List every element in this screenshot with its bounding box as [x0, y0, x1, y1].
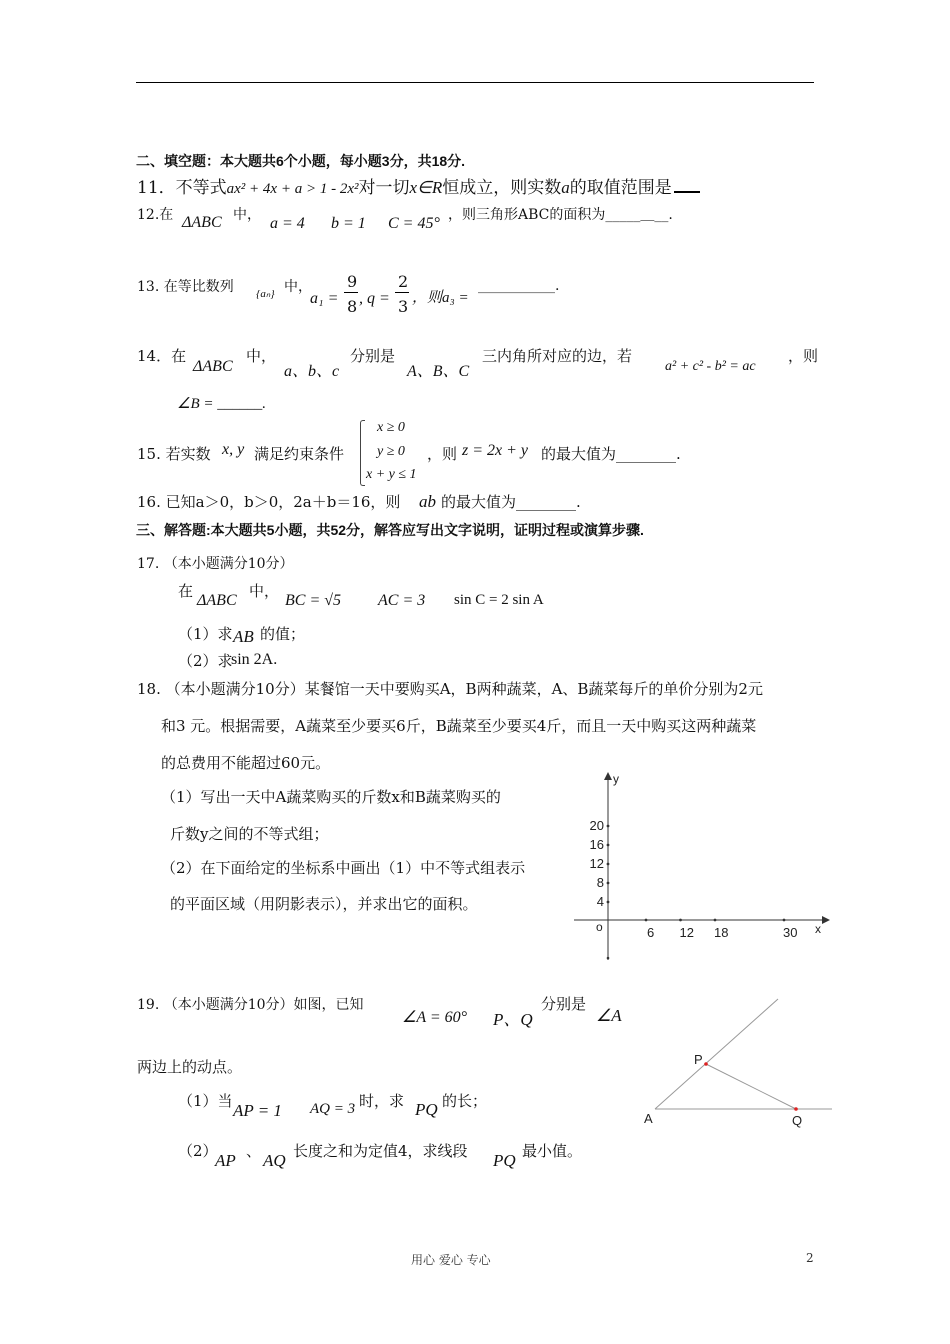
q13-a1-den: 8: [347, 297, 358, 316]
q19-pq2: PQ: [415, 1100, 438, 1119]
q19-pq: P、Q: [493, 1010, 533, 1029]
x-axis-arrow: [822, 916, 830, 924]
q17-ac: AC = 3: [378, 592, 426, 609]
q14-angles: A、B、C: [407, 363, 470, 380]
q13-q-num: 2: [398, 272, 409, 291]
q11-text-b: 对一切: [358, 178, 410, 198]
q17-p1c: 的值；: [260, 625, 306, 643]
q15-c2: y ≥ 0: [377, 444, 405, 459]
q15-t2: ，则: [427, 445, 458, 463]
q12-triangle: ΔABC: [182, 214, 222, 231]
q18-line2: 和3 元。根据需要，A蔬菜至少要买6斤，B蔬菜至少要买4斤，而且一天中购买这两种蔬菜: [161, 717, 757, 735]
q18-p2b: 的平面区域（用阴影表示），并求出它的面积。: [170, 895, 478, 913]
q19-p2c: 最小值。: [522, 1142, 583, 1160]
x-tick-18: [714, 919, 717, 922]
q14-sides: a、b、c: [284, 363, 340, 380]
q17-p2b: sin 2A.: [231, 651, 278, 668]
q19-aq: AQ = 3: [310, 1101, 356, 1117]
q11-num: 11．: [137, 178, 176, 198]
header-rule: [136, 82, 814, 83]
q13-seq: {aₙ}: [256, 288, 275, 300]
q14-cond: a² + c² - b² = ac: [665, 359, 756, 374]
q17-num: 17. （本小题满分10分）: [137, 556, 294, 572]
y-tick-20: [607, 825, 610, 828]
ray-ap: [655, 999, 778, 1109]
x-tick-label-18: 18: [714, 925, 729, 940]
q12-c: C = 45°: [388, 215, 440, 232]
q12-a: a = 4: [270, 215, 305, 232]
x-tick-12: [679, 919, 682, 922]
angle-figure: [640, 995, 840, 1135]
q14-t3: ，则: [788, 347, 819, 365]
point-p: [704, 1062, 708, 1066]
q11-var: a: [561, 178, 570, 197]
q19-angle-a: ∠A: [596, 1006, 622, 1025]
q11-text-d: 的取值范围是: [569, 178, 672, 198]
q17-sin: sin C = 2 sin A: [454, 592, 544, 608]
y-tick-16: [607, 844, 610, 847]
q17-p1a: （1）求: [178, 625, 233, 643]
q16-text: 16. 已知a＞0，b＞0，2a＋b＝16，则: [137, 493, 401, 511]
q19-p2a: （2）: [178, 1142, 218, 1160]
q15-z: z = 2x + y: [462, 442, 529, 459]
q17-bc: BC = √5: [285, 592, 342, 609]
q11-text-a: 不等式: [175, 178, 227, 198]
q19-p1c: 的长；: [442, 1092, 488, 1110]
x-tick-30: [783, 919, 786, 922]
section3-heading: 三、解答题:本大题共5小题，共52分，解答应写出文字说明，证明过程或演算步骤.: [136, 522, 644, 538]
q11-domain: x∈R: [409, 178, 443, 197]
y-tick-label-4: 4: [596, 894, 604, 909]
y-tick-label-12: 12: [589, 856, 604, 871]
q19-ap: AP = 1: [233, 1101, 282, 1120]
q14-mid: 中，: [246, 347, 277, 365]
q17-p2a: （2）求: [178, 652, 233, 670]
q16-ab: ab: [419, 492, 436, 511]
q17-triangle: ΔABC: [197, 592, 237, 609]
q17-t1: 在: [178, 582, 194, 600]
coordinate-chart: [560, 760, 850, 970]
q19-sep: 、: [246, 1142, 262, 1160]
q18-line1: 18. （本小题满分10分）某餐馆一天中要购买A，B两种蔬菜，A、B蔬菜每斤的单价分别为2元: [137, 680, 763, 698]
y-tick-4: [607, 901, 610, 904]
x-tick-label-6: 6: [647, 925, 655, 940]
page-number: 2: [806, 1251, 814, 1265]
q12-tail: ，则三角形ABC的面积为_____＿__.: [448, 207, 673, 223]
segment-pq: [706, 1064, 796, 1109]
q19-line1a: 19. （本小题满分10分）如图，已知: [137, 997, 364, 1013]
q13-q-lhs: , q =: [359, 290, 390, 307]
q19-line2: 两边上的动点。: [137, 1058, 243, 1076]
q13-a1-lhs: a₁ =: [310, 290, 339, 307]
q15-t3: 的最大值为________.: [541, 445, 681, 463]
q15-t1: 满足约束条件: [254, 445, 345, 463]
q19-aq2: AQ: [263, 1151, 286, 1170]
q14-line2: ∠B = ______.: [177, 396, 266, 412]
q15-c1: x ≥ 0: [377, 420, 405, 435]
q13-a1-num: 9: [347, 272, 358, 291]
y-tick-label-20: 20: [589, 818, 604, 833]
q17-mid: 中，: [249, 582, 280, 600]
label-q: Q: [792, 1113, 803, 1128]
x-tick-label-12: 12: [679, 925, 694, 940]
y-tick-8: [607, 882, 610, 885]
label-a: A: [644, 1111, 653, 1126]
q13-tail: ，则a₃ =: [412, 290, 469, 306]
q15-c3: x + y ≤ 1: [366, 467, 417, 482]
q17-p1b: AB: [233, 627, 254, 646]
q13-mid: 中，: [284, 279, 312, 295]
label-p: P: [694, 1052, 703, 1067]
point-q: [794, 1107, 798, 1111]
y-axis-bottom-dot: [607, 957, 610, 960]
y-tick-label-8: 8: [596, 875, 604, 890]
question-11: [137, 173, 700, 198]
y-axis-arrow: [604, 772, 612, 780]
q11-text-c: 恒成立，则实数: [442, 178, 562, 198]
q15-vars: x, y: [222, 441, 245, 458]
x-axis-label: x: [815, 922, 821, 936]
q12-mid: 中，: [233, 207, 261, 223]
y-tick-label-16: 16: [589, 837, 604, 852]
q15-brace: [360, 420, 365, 486]
q19-pq3: PQ: [493, 1151, 516, 1170]
q18-line3: 的总费用不能超过60元。: [161, 754, 331, 772]
footer-motto: 用心 爱心 专心: [411, 1253, 491, 1267]
x-tick-label-30: 30: [783, 925, 798, 940]
origin-label: o: [596, 920, 603, 934]
q19-t1: 分别是: [541, 995, 587, 1013]
q16-tail: 的最大值为________.: [441, 493, 581, 511]
q11-expr: ax² + 4x + a > 1 - 2x²: [226, 181, 359, 197]
q12-num: 12.在: [137, 207, 174, 223]
q18-p1b: 斤数y之间的不等式组；: [170, 825, 329, 843]
y-tick-12: [607, 863, 610, 866]
q19-angle: ∠A = 60°: [402, 1009, 468, 1026]
q14-t1: 分别是: [350, 347, 396, 365]
q19-p1a: （1）当: [178, 1092, 233, 1110]
section2-heading: 二、填空题：本大题共6个小题，每小题3分，共18分.: [136, 153, 466, 169]
q13-q-den: 3: [398, 297, 409, 316]
q14-triangle: ΔABC: [193, 358, 233, 375]
q13-blank: ___________.: [478, 278, 560, 294]
q12-b: b = 1: [331, 215, 366, 232]
q13-num: 13. 在等比数列: [137, 279, 234, 295]
y-axis-label: y: [613, 772, 619, 786]
q18-p2a: （2）在下面给定的坐标系中画出（1）中不等式组表示: [161, 859, 526, 877]
q19-p1b: 时，求: [359, 1092, 405, 1110]
q19-p2b: 长度之和为定值4，求线段: [293, 1142, 468, 1160]
q15-num: 15. 若实数: [137, 445, 211, 463]
q14-num: 14．在: [137, 347, 187, 365]
q19-ap2: AP: [215, 1151, 236, 1170]
q18-p1a: （1）写出一天中A蔬菜购买的斤数x和B蔬菜购买的: [161, 788, 501, 806]
q14-t2: 三内角所对应的边，若: [482, 347, 633, 365]
x-tick-6: [645, 919, 648, 922]
